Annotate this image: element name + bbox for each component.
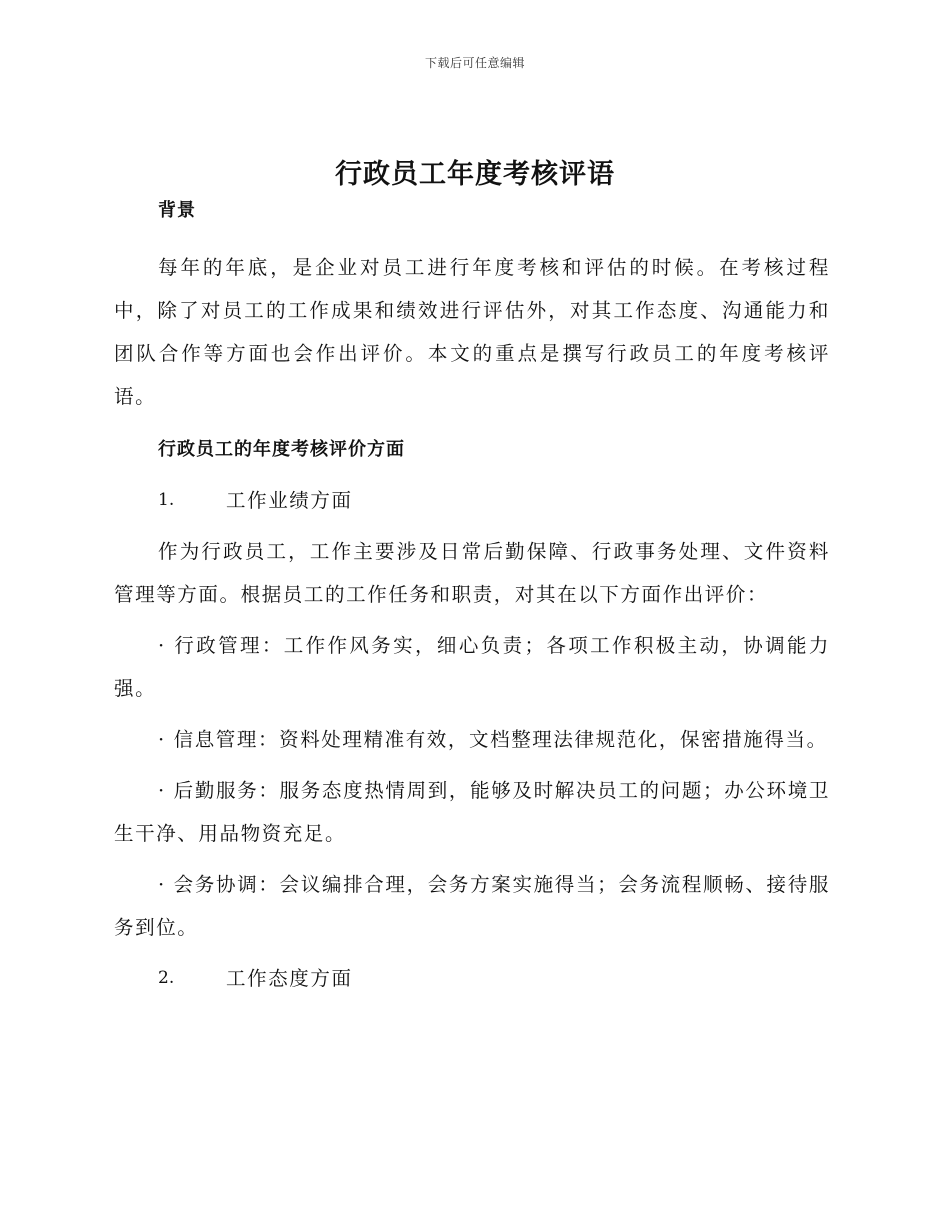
document-title: 行政员工年度考核评语 [335,159,615,190]
item-label: 工作态度方面 [226,967,353,990]
numbered-item-2 [114,957,830,1000]
item-number: 1. [158,490,175,510]
section-heading-aspects: 行政员工的年度考核评价方面 [158,439,405,460]
performance-paragraph: 作为行政员工，工作主要涉及日常后勤保障、行政事务处理、文件资料管理等方面。根据员工的工作任务和职责，对其在以下方面作出评价： [114,540,830,606]
document-body [114,196,830,1000]
bullet-meeting-coordination: · 会务协调：会议编排合理，会务方案实施得当；会务流程顺畅、接待服务到位。 [114,873,830,939]
background-paragraph: 每年的年底，是企业对员工进行年度考核和评估的时候。在考核过程中，除了对员工的工作成果和绩效进行评估外，对其工作态度、沟通能力和团队合作等方面也会作出评价。本文的重点是撰写行政员工的年度考核评语。 [114,256,830,408]
item-number: 2. [158,968,175,988]
bullet-admin-management: · 行政管理：工作作风务实，细心负责；各项工作积极主动，协调能力强。 [114,634,830,700]
item-label: 工作业绩方面 [226,489,353,512]
section-heading-background: 背景 [158,200,196,221]
bullet-info-management: · 信息管理：资料处理精准有效，文档整理法律规范化，保密措施得当。 [158,728,828,751]
numbered-item-1 [114,479,830,522]
bullet-logistics-service: · 后勤服务：服务态度热情周到，能够及时解决员工的问题；办公环境卫生干净、用品物资充足。 [114,779,830,845]
header-note: 下载后可任意编辑 [424,56,525,70]
